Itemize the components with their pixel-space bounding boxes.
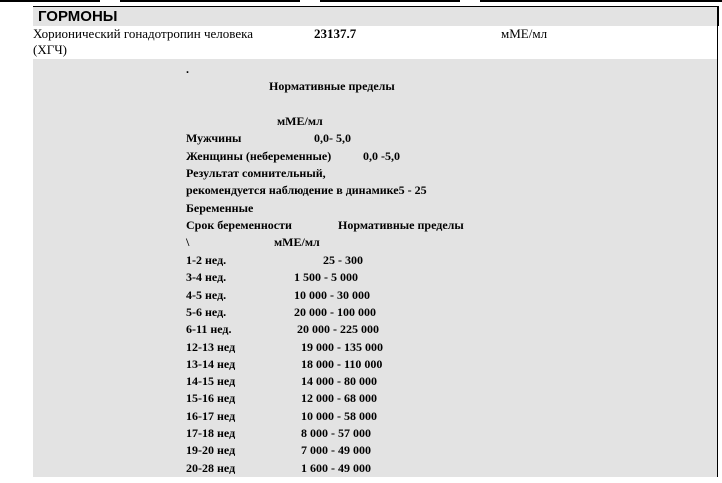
term-cell: 15-16 нед [186,391,236,406]
section-header [33,6,719,26]
term-cell: 4-5 нед. [186,287,227,302]
range-cell: 7 000 - 49 000 [301,443,371,458]
term-cell: 16-17 нед [186,408,236,423]
right-border [717,6,718,477]
range-cell: 1 500 - 5 000 [294,270,358,285]
range-cell: 19 000 - 135 000 [301,339,383,354]
range-cell: 18 000 - 110 000 [301,356,383,371]
term-cell: 3-4 нед. [186,270,227,285]
term-cell: 6-11 нед. [186,322,232,337]
women-value: 0,0 -5,0 [363,149,400,163]
term-cell: 19-20 нед [186,443,236,458]
range-cell: 20 000 - 100 000 [294,304,376,319]
doubtful-line-2: рекомендуется наблюдение в динамике5 - 25 [186,183,427,197]
test-name: Хорионический гонадотропин человека (ХГЧ) [33,26,253,57]
range-cell: 1 600 - 49 000 [301,460,371,475]
column-sub-left: \ [186,235,190,249]
pregnant-label: Беременные [186,201,254,215]
column-limits-header: Нормативные пределы [338,218,464,232]
doubtful-line-1: Результат сомнительный, [186,166,326,180]
range-cell: 20 000 - 225 000 [297,322,379,337]
men-value: 0,0- 5,0 [314,131,351,145]
term-cell: 13-14 нед [186,356,236,371]
reference-notes [33,59,718,477]
term-cell: 14-15 нед [186,374,236,389]
test-row [33,26,718,59]
term-cell: 12-13 нед [186,339,236,354]
range-cell: 8 000 - 57 000 [301,426,371,440]
reference-unit: мМЕ/мл [277,114,323,128]
range-cell: 10 000 - 30 000 [294,287,370,302]
range-cell: 10 000 - 58 000 [301,408,377,423]
women-label: Женщины (небеременные) [186,149,332,163]
column-sub-unit: мМЕ/мл [274,235,320,249]
test-value: 23137.7 [314,26,357,41]
term-cell: 17-18 нед [186,426,236,440]
reference-heading: Нормативные пределы [269,79,395,93]
term-cell: 5-6 нед. [186,304,227,319]
term-cell: 1-2 нед. [186,253,227,267]
men-label: Мужчины [186,131,242,145]
reference-dot: . [186,62,189,76]
range-cell: 25 - 300 [323,253,363,267]
column-term-header: Срок беременности [186,218,292,232]
section-title: ГОРМОНЫ [38,8,118,25]
range-cell: 12 000 - 68 000 [301,391,377,406]
term-cell: 20-28 нед [186,460,236,475]
test-unit: мМЕ/мл [501,26,548,41]
range-cell: 14 000 - 80 000 [301,374,377,389]
top-border-fragment [0,0,722,4]
